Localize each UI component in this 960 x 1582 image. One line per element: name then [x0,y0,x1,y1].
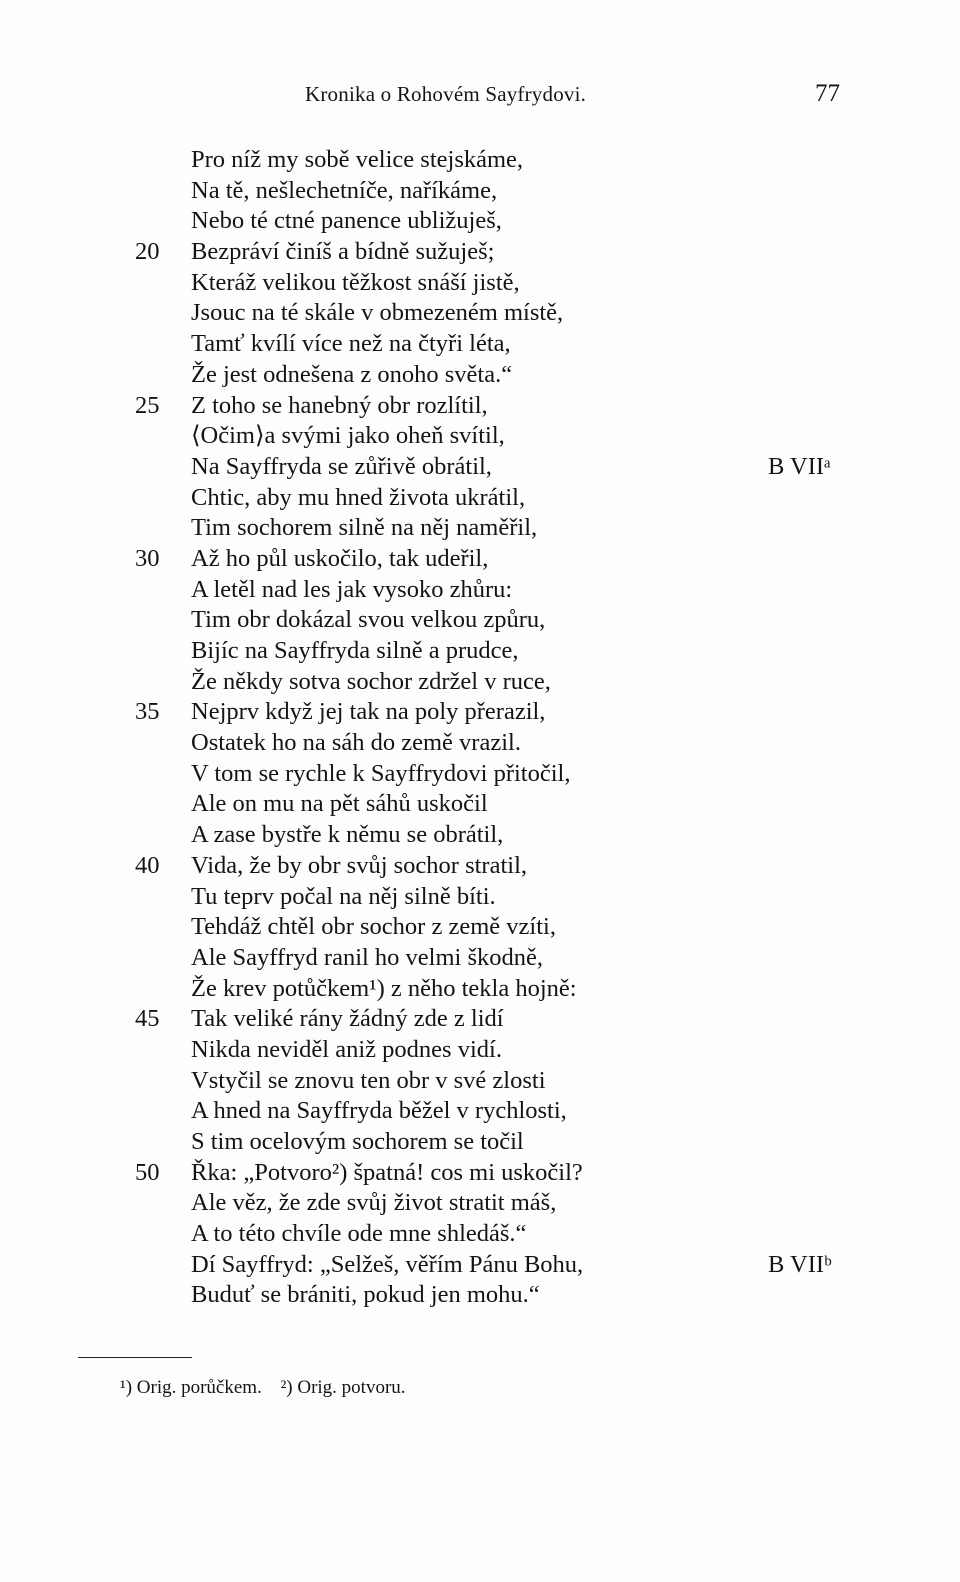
verse-text: A to této chvíle ode mne shledáš.“ [191,1220,527,1248]
page-number: 77 [815,80,840,107]
verse-text: Nikda neviděl aniž podnes vidí. [191,1035,502,1063]
verse-line [0,851,960,882]
footnotes [120,1377,420,1399]
running-head: Kronika o Rohovém Sayfrydovi. [305,82,587,106]
verse-line [0,1219,960,1250]
verse-text: ⟨Očim⟩a svými jako oheň svítil, [191,422,505,450]
verse-line [0,1066,960,1097]
verse-line [0,575,960,606]
verse-line [0,636,960,667]
verse-line [0,237,960,268]
verse-text: Nebo té ctné panence ubližuješ, [191,207,502,235]
verse-text: Na Sayffryda se zůřivě obrátil, [191,452,492,480]
verse-text: Kteráž velikou těžkost snáší jistě, [191,268,520,296]
verse-line [0,145,960,176]
verse-text: Tu teprv počal na něj silně bíti. [191,882,496,910]
margin-reference: B VIIᵃ [768,452,831,480]
line-number: 20 [135,238,160,266]
verse-text: Ale věz, že zde svůj život stratit máš, [191,1189,557,1217]
verse-list [0,145,960,1311]
verse-text: Chtic, aby mu hned života ukrátil, [191,483,526,511]
verse-text: Že někdy sotva sochor zdržel v ruce, [191,667,551,695]
verse-text: Tamť kvílí více než na čtyři léta, [191,330,511,358]
verse-text: A letěl nad les jak vysoko zhůru: [191,575,513,603]
verse-line [0,298,960,329]
verse-line [0,728,960,759]
verse-line [0,667,960,698]
verse-text: Až ho půl uskočilo, tak udeřil, [191,544,489,572]
verse-line [0,789,960,820]
verse-text: Ale on mu na pět sáhů uskočil [191,790,488,818]
verse-text: Ale Sayffryd ranil ho velmi škodně, [191,943,544,971]
verse-text: Bezpráví činíš a bídně sužuješ; [191,238,495,266]
line-number: 30 [135,544,160,572]
verse-line [0,605,960,636]
verse-text: Jsouc na té skále v obmezeném místě, [191,299,564,327]
margin-reference: B VIIᵇ [768,1250,832,1278]
verse-line [0,1004,960,1035]
verse-line [0,912,960,943]
verse-text: Z toho se hanebný obr rozlítil, [191,391,488,419]
verse-text: Tim sochorem silně na něj naměřil, [191,514,538,542]
verse-text: Tehdáž chtěl obr sochor z země vzíti, [191,913,556,941]
verse-line [0,697,960,728]
verse-text: Dí Sayffryd: „Selžeš, věřím Pánu Bohu, [191,1250,584,1278]
verse-line [0,452,960,483]
verse-line [0,421,960,452]
verse-text: V tom se rychle k Sayffrydovi přitočil, [191,759,571,787]
verse-line [0,268,960,299]
verse-text: Nejprv když jej tak na poly přerazil, [191,698,546,726]
footnote-1: ¹) Orig. porůčkem. [120,1377,262,1398]
line-number: 50 [135,1158,160,1186]
verse-text: Že jest odnešena z onoho světa.“ [191,360,513,388]
verse-line [0,544,960,575]
verse-line [0,1127,960,1158]
verse-line [0,1158,960,1189]
verse-line [0,206,960,237]
verse-line [0,360,960,391]
verse-line [0,329,960,360]
verse-line [0,391,960,422]
verse-line [0,1096,960,1127]
verse-text: A hned na Sayffryda běžel v rychlosti, [191,1097,567,1125]
verse-line [0,176,960,207]
line-number: 40 [135,851,160,879]
verse-line [0,943,960,974]
verse-line [0,513,960,544]
verse-text: Tak veliké rány žádný zde z lidí [191,1005,504,1033]
footnote-divider [78,1357,192,1358]
verse-line [0,759,960,790]
verse-text: Pro níž my sobě velice stejskáme, [191,146,524,173]
verse-text: Na tě, nešlechetníče, naříkáme, [191,176,498,204]
footnote-2: ²) Orig. potvoru. [280,1377,406,1398]
verse-text: Vida, že by obr svůj sochor stratil, [191,851,528,879]
verse-text: Buduť se brániti, pokud jen mohu.“ [191,1281,540,1309]
line-number: 35 [135,698,160,726]
verse-text: A zase bystře k němu se obrátil, [191,821,504,849]
verse-line [0,1035,960,1066]
verse-line [0,1280,960,1311]
verse-text: Řka: „Potvoro²) špatná! cos mi uskočil? [191,1158,583,1186]
verse-text: Tim obr dokázal svou velkou způru, [191,606,546,634]
verse-text: Ostatek ho na sáh do země vrazil. [191,729,521,757]
line-number: 45 [135,1005,160,1033]
line-number: 25 [135,391,160,419]
verse-line [0,820,960,851]
verse-text: S tim ocelovým sochorem se točil [191,1128,524,1155]
verse-text: Bijíc na Sayffryda silně a prudce, [191,637,519,664]
verse-text: Vstyčil se znovu ten obr v své zlosti [191,1066,546,1094]
verse-line [0,974,960,1005]
verse-line [0,1250,960,1281]
verse-line [0,1188,960,1219]
verse-text: Že krev potůčkem¹) z něho tekla hojně: [191,974,577,1002]
verse-line [0,483,960,514]
verse-line [0,882,960,913]
